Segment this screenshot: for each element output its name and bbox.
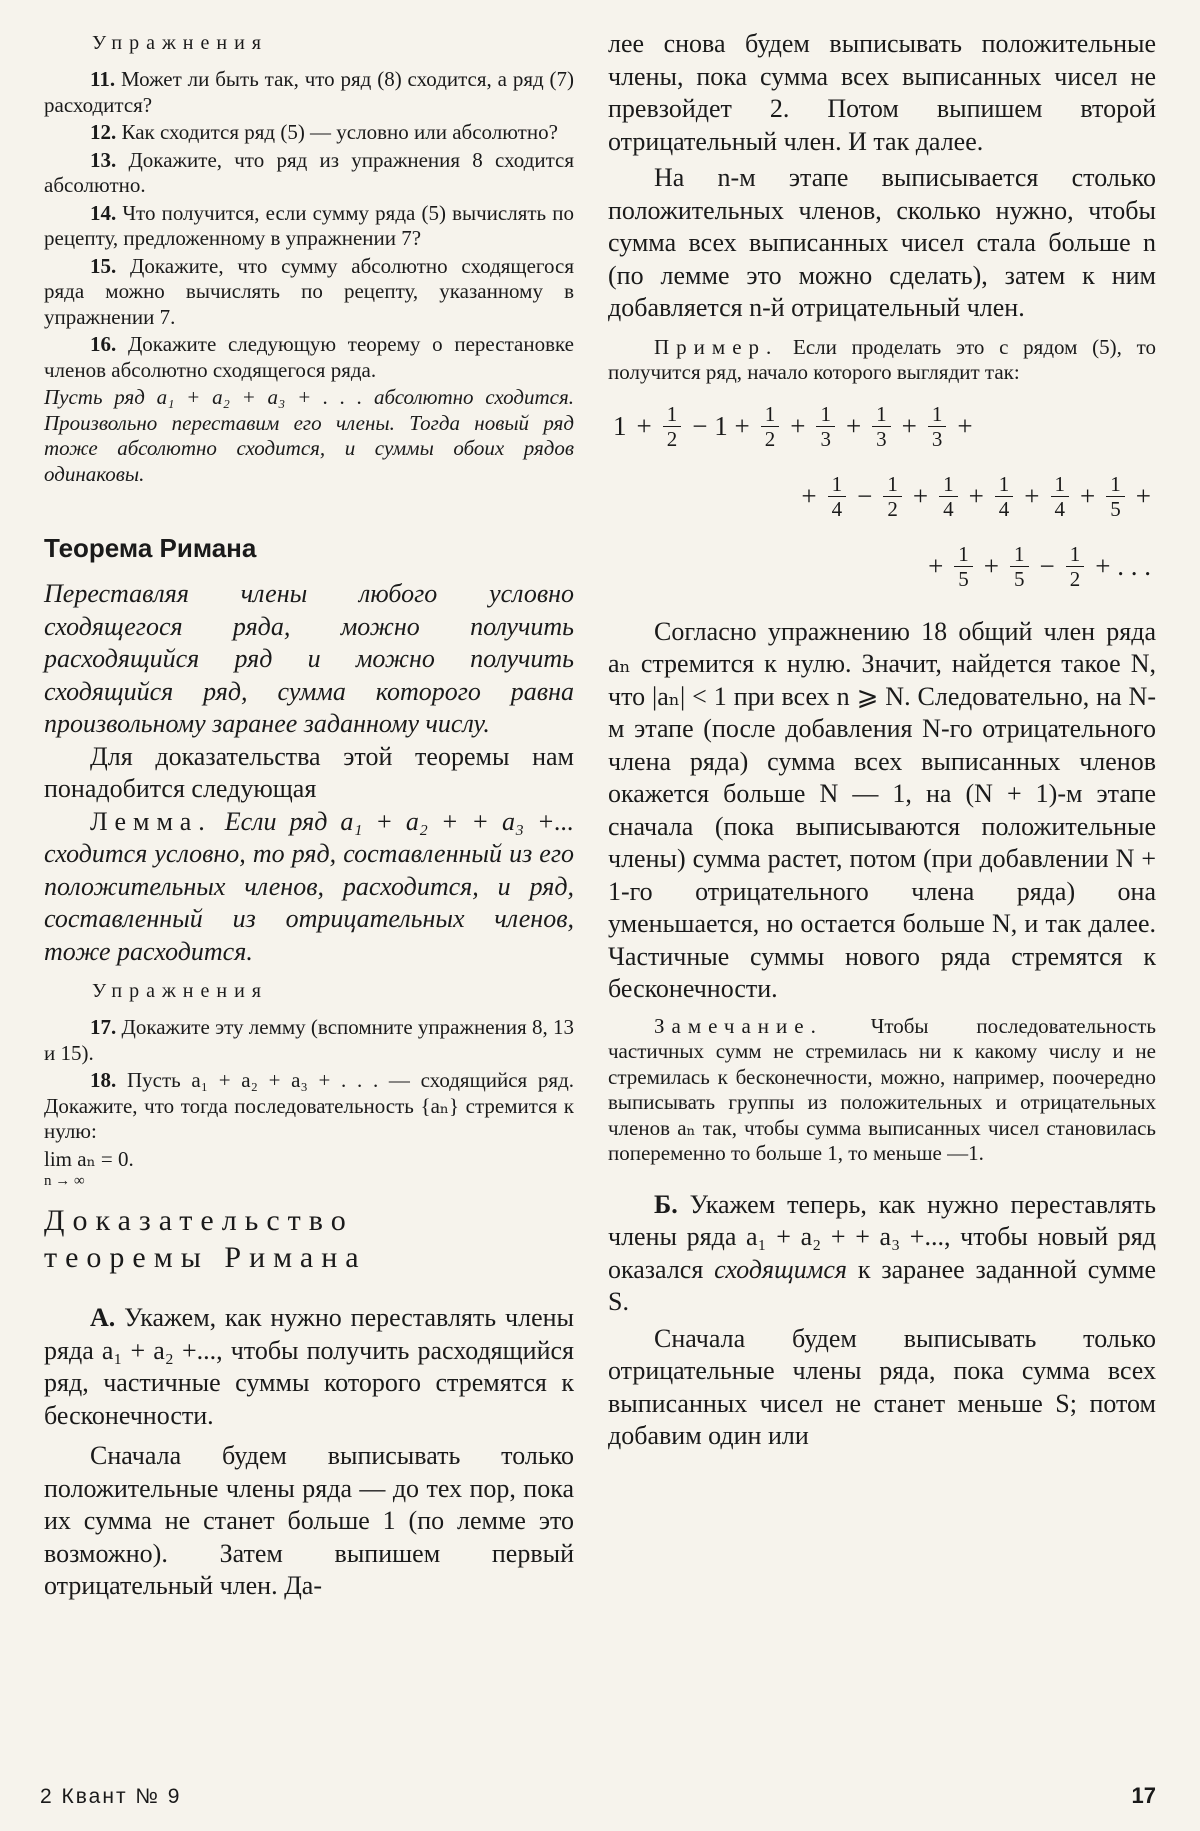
fraction: $\frac{1}{2}$ [663, 402, 682, 451]
footer-issue: 2 Квант № 9 [40, 1785, 182, 1808]
series-term: + [1024, 481, 1040, 511]
part-a-paragraph: Сначала будем выписывать только положительные члены ряда — до тех пор, пока их сумма не станет больше 1 (по лемме это возможно). Затем выпишем первый отрицательный член. Да- [44, 1441, 574, 1600]
exercise-item: 11. Может ли быть так, что ряд (8) сходится, а ряд (7) расходится? [44, 67, 575, 117]
series-term: + [790, 411, 806, 441]
series-term: + [912, 481, 929, 511]
remark-label: Замечание. [654, 1013, 823, 1038]
exercise-item: 18. Пусть a₁ + a₂ + a₃ + . . . — сходящийся ряд. Докажите, что тогда последовательность {aₙ} стремится к нулю: [44, 1068, 574, 1143]
fraction: $\frac{1}{2}$ [761, 402, 780, 451]
part-b: Б. Укажем теперь, как нужно переставлять члены ряда a₁ + a₂ + + a₃ +..., чтобы новый ряд оказался сходящимся к заранее заданной сумме S. [608, 1189, 1157, 1316]
series-term: + [801, 481, 817, 511]
fraction: $\frac{1}{3}$ [816, 402, 835, 451]
exercises-header: Упражнения [92, 32, 268, 54]
section-title: Теорема Римана [44, 533, 257, 563]
lemma-text: Если ряд a₁ + a₂ + + a₃ +... сходится условно, то ряд, составленный из его положительных членов, расходится, и ряд, составленный из отрицательных членов, тоже расходится. [44, 806, 575, 966]
series-term: − 1 + [692, 411, 750, 441]
exercise-item: 17. Докажите эту лемму (вспомните упражнения 8, 13 и 15). [44, 1015, 574, 1065]
fraction: $\frac{1}{2}$ [883, 472, 902, 521]
fraction: $\frac{1}{4}$ [828, 472, 847, 521]
series-term: + [928, 551, 944, 581]
fraction: $\frac{1}{2}$ [1066, 542, 1085, 591]
paragraph: лее снова будем выписывать положительные члены, пока сумма всех выписанных чисел не превзойдет 2. Потом выпишем второй отрицательный член. И так далее. [608, 29, 1156, 156]
proof-title: Доказательство теоремы Римана [44, 1204, 367, 1274]
series-term: + [845, 411, 862, 441]
proof-intro: Для доказательства этой теоремы нам понадобится следующая [44, 741, 574, 803]
paragraph: На n-м этапе выписывается столько положительных членов, сколько нужно, чтобы сумма всех выписанных чисел стала больше n (по лемме это можно сделать), затем к ним добавляется n-й отрицательный член. [608, 163, 1156, 322]
part-b-paragraph: Сначала будем выписывать только отрицательные члены ряда, пока сумма всех выписанных чисел не станет меньше S; потом добавим один или [608, 1323, 1156, 1450]
series-row-1 [608, 392, 1156, 462]
fraction: $\frac{1}{5}$ [1010, 542, 1029, 591]
exercise-16-statement: Пусть ряд a₁ + a₂ + a₃ + . . . абсолютно сходится. Произвольно переставим его члены. Тогда новый ряд тоже абсолютно сходится, и суммы обоих рядов одинаковы. [44, 385, 574, 486]
series-term: + [983, 551, 1000, 581]
fraction: $\frac{1}{3}$ [872, 402, 891, 451]
series-row-3 [608, 532, 1156, 602]
exercise-item: 14. Что получится, если сумму ряда (5) вычислять по рецепту, предложенному в упражнении 7? [44, 200, 575, 250]
series-term: 1 [613, 411, 627, 441]
fraction: $\frac{1}{5}$ [1106, 472, 1125, 521]
part-a: А. Укажем, как нужно переставлять члены ряда a₁ + a₂ +..., чтобы получить расходящийся ряд, частичные суммы которого стремятся к бесконечности. [44, 1303, 574, 1430]
fraction: $\frac{1}{4}$ [939, 472, 958, 521]
exercise-item: 16. Докажите следующую теорему о перестановке членов абсолютно сходящегося ряда. [44, 332, 575, 382]
left-column [44, 28, 574, 1603]
exercises-header: Упражнения [92, 980, 268, 1002]
exercise-item: 15. Докажите, что сумму абсолютно сходящегося ряда можно вычислять по рецепту, указанному в упражнении 7. [44, 253, 574, 329]
limit-subscript: n → ∞ [44, 1173, 85, 1189]
series-term: − [1039, 551, 1055, 581]
part-a-label: А. [90, 1303, 116, 1332]
paragraph: Согласно упражнению 18 общий член ряда aₙ стремится к нулю. Значит, найдется такое N, что |aₙ| < 1 при всех n ⩾ N. Следовательно, на N-м этапе (после добавления N-го отрицательного члена ряда) сумма всех выписанных членов окажется больше N — 1, на (N + 1)-м этапе сначала (пока выписываются положительные члены) сумма растет, потом (при добавлении N + 1-го отрицательного члена ряда) она уменьшается, но остается больше N, и так далее. Частичные суммы нового ряда стремятся к бесконечности. [608, 616, 1156, 1003]
exercise-item: 13. Докажите, что ряд из упражнения 8 сходится абсолютно. [44, 147, 574, 197]
series-term: + [957, 411, 973, 441]
fraction: $\frac{1}{5}$ [954, 542, 973, 591]
exercise-list [44, 67, 574, 383]
part-b-label: Б. [654, 1189, 678, 1219]
series-term: − [857, 481, 873, 511]
remark: Замечание. Чтобы последовательность частичных сумм не стремилась ни к какому числу и не стремилась к бесконечности, можно, например, поочередно выписывать группы из положительных и отрицательных членов aₙ так, чтобы сумма выписанных чисел становилась попеременно то больше 1, то меньше —1. [608, 1013, 1156, 1165]
fraction: $\frac{1}{4}$ [1051, 472, 1070, 521]
series-term: + [1135, 481, 1151, 511]
fraction: $\frac{1}{3}$ [928, 402, 947, 451]
lemma [44, 806, 574, 969]
series-term: + [1080, 481, 1096, 511]
right-column [608, 28, 1156, 1453]
series-term: + [901, 411, 917, 441]
series-term: + [968, 481, 984, 511]
page-number: 17 [1131, 1783, 1156, 1808]
example-label: Пример. [654, 334, 779, 359]
exercise-item: 12. Как сходится ряд (5) — условно или абсолютно? [90, 120, 558, 144]
example: Пример. Если проделать это с рядом (5), то получится ряд, начало которого выглядит так: [608, 334, 1156, 384]
theorem-statement: Переставляя члены любого условно сходящегося ряда, можно получить расходящийся ряд и можно получить сходящийся ряд, сумма которого равна произвольному заранее заданному числу. [44, 579, 574, 738]
series-row-2 [608, 462, 1156, 532]
fraction: $\frac{1}{4}$ [995, 472, 1014, 521]
lemma-label: Лемма. [90, 806, 212, 836]
limit-formula: lim aₙ = 0. [44, 1146, 134, 1171]
series-term: + [636, 411, 652, 441]
series-term: + . . . [1095, 551, 1151, 581]
